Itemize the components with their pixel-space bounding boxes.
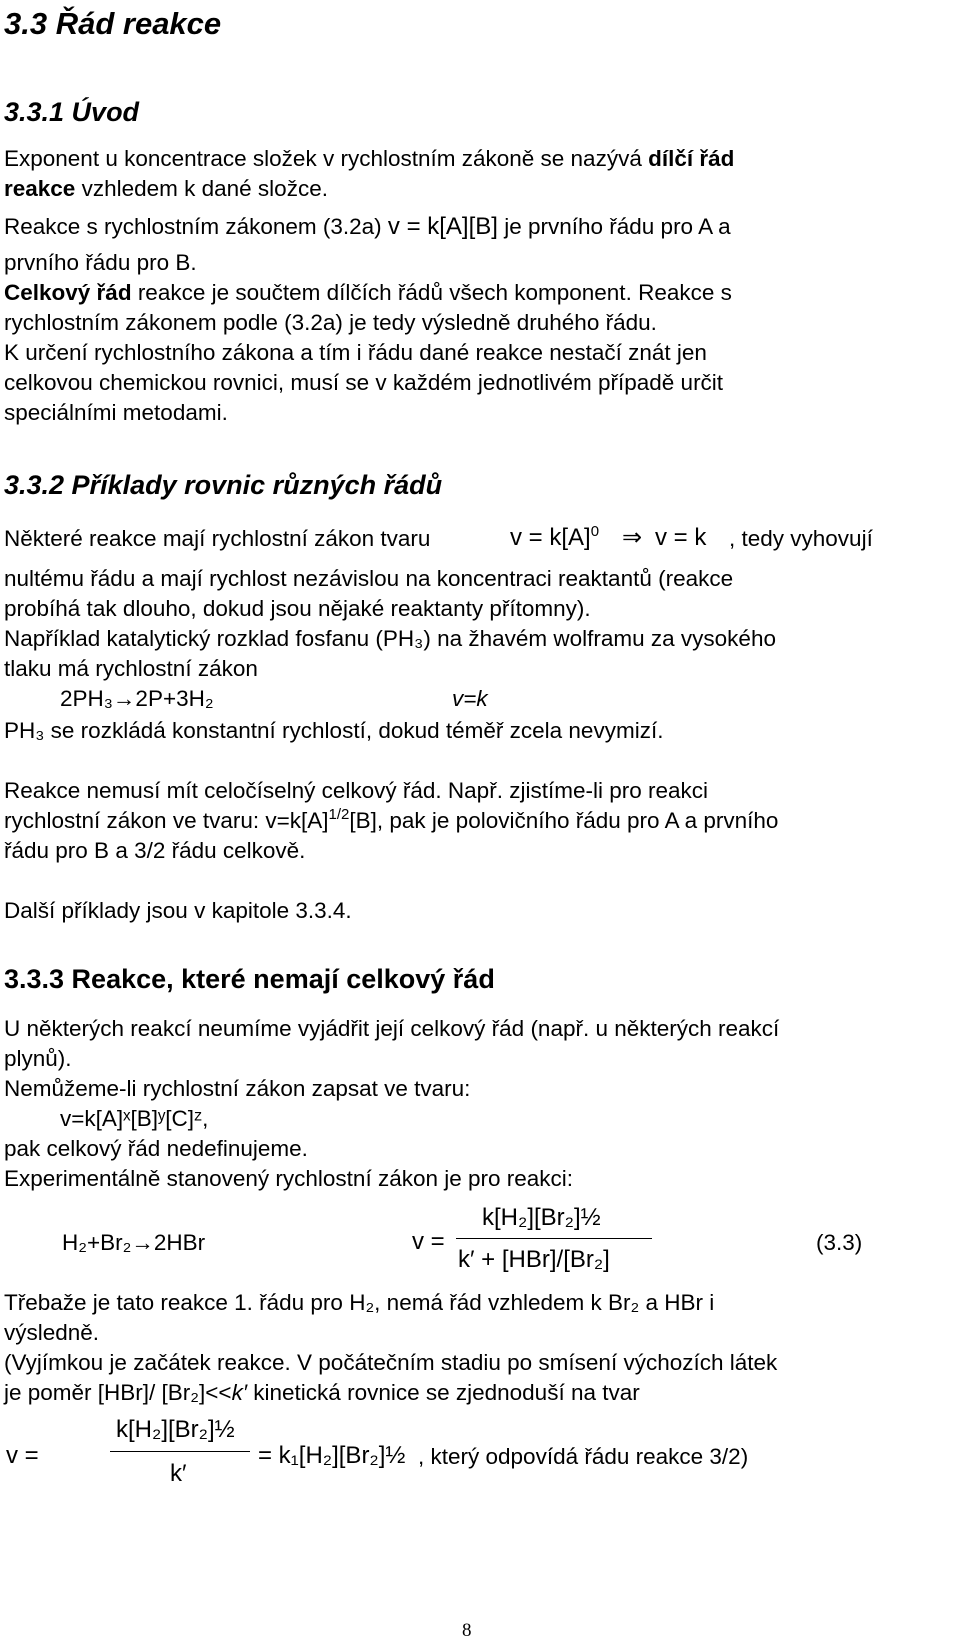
paragraph-line: tlaku má rychlostní zákon xyxy=(4,656,258,681)
fraction-denominator: k′ + [HBr]/[Br₂] xyxy=(458,1246,610,1273)
rate-law-formula: v = k[A][B] xyxy=(387,213,498,240)
paragraph-line: K určení rychlostního zákona a tím i řádu dané reakce nestačí znát jen xyxy=(4,340,707,365)
paragraph-line: speciálními metodami. xyxy=(4,400,228,425)
paragraph-line: Nemůžeme-li rychlostní zákon zapsat ve tvaru: xyxy=(4,1076,471,1101)
bold-term: reakce xyxy=(4,176,76,201)
subsection-title-332: 3.3.2 Příklady rovnic různých řádů xyxy=(4,470,443,500)
paragraph-line: výsledně. xyxy=(4,1320,100,1345)
bold-term: dílčí řád xyxy=(648,146,735,171)
equation-label: (3.3) xyxy=(816,1230,863,1255)
zero-order-formula: $v = k[A]^0$ xyxy=(510,523,600,551)
fraction-numerator: k[H₂][Br₂]½ xyxy=(482,1204,601,1231)
paragraph-line: plynů). xyxy=(4,1046,72,1071)
paragraph-line: , který odpovídá řádu reakce 3/2) xyxy=(418,1444,749,1469)
fraction-numerator: k[H₂][Br₂]½ xyxy=(116,1416,235,1443)
paragraph-line: rychlostním zákonem podle (3.2a) je tedy výsledně druhého řádu. xyxy=(4,310,657,335)
paragraph-line: Celkový řád reakce je součtem dílčích řádů všech komponent. Reakce s xyxy=(4,280,732,305)
paragraph-line: rychlostní zákon ve tvaru: $v=k[A]^{1/2}[B]$, pak je polovičního řádu pro A a prvního xyxy=(4,806,779,833)
paragraph-line: U některých reakcí neumíme vyjádřit její celkový řád (např. u některých reakcí xyxy=(4,1016,780,1041)
paragraph-line: Experimentálně stanovený rychlostní zákon je pro reakci: xyxy=(4,1166,574,1191)
page-number: 8 xyxy=(462,1620,472,1641)
implies-arrow: ⇒ xyxy=(622,524,643,551)
paragraph-line: Reakce nemusí mít celočíselný celkový řád. Např. zjistíme-li pro reakci xyxy=(4,778,708,803)
paragraph-line: prvního řádu pro B. xyxy=(4,250,197,275)
paragraph-line: Například katalytický rozklad fosfanu (PH₃) na žhavém wolframu za vysokého xyxy=(4,626,776,651)
fraction-bar xyxy=(110,1451,250,1452)
paragraph-line: Exponent u koncentrace složek v rychlostním zákoně se nazývá dílčí řád xyxy=(4,146,735,171)
paragraph-line: Třebaže je tato reakce 1. řádu pro H₂, nemá řád vzhledem k Br₂ a HBr i xyxy=(4,1290,715,1315)
reaction-equation: H₂+Br₂→2HBr xyxy=(62,1230,206,1255)
paragraph-line: je poměr [HBr]/ [Br₂]<<k′ kinetická rovnice se zjednoduší na tvar xyxy=(4,1380,640,1405)
subsection-title-333: 3.3.3 Reakce, které nemají celkový řád xyxy=(4,964,495,994)
paragraph-line: Reakce s rychlostním zákonem (3.2a) v = k[A][B] je prvního řádu pro A a xyxy=(4,213,731,240)
zero-order-result: v = k xyxy=(655,524,707,551)
fraction-denominator: k′ xyxy=(170,1460,187,1487)
bold-term: Celkový řád xyxy=(4,280,132,305)
section-title: 3.3 Řád reakce xyxy=(4,6,222,41)
k-prime: k′ xyxy=(231,1380,248,1405)
paragraph-line: řádu pro B a 3/2 řádu celkově. xyxy=(4,838,306,863)
paragraph-line: reakce vzhledem k dané složce. xyxy=(4,176,328,201)
equation-lhs: v = xyxy=(412,1228,445,1255)
fraction-bar xyxy=(456,1238,652,1239)
reaction-equation: 2PH₃→2P+3H₂ xyxy=(60,686,214,711)
general-rate-law: v=k[A]ˣ[B]ʸ[C]ᶻ, xyxy=(60,1106,209,1131)
paragraph-line: , tedy vyhovují xyxy=(729,526,873,551)
paragraph-line: nultému řádu a mají rychlost nezávislou na koncentraci reaktantů (reakce xyxy=(4,566,734,591)
paragraph-line: (Vyjímkou je začátek reakce. V počátečním stadiu po smísení výchozích látek xyxy=(4,1350,778,1375)
paragraph-line: PH₃ se rozkládá konstantní rychlostí, dokud téměř zcela nevymizí. xyxy=(4,718,664,743)
paragraph-line: pak celkový řád nedefinujeme. xyxy=(4,1136,308,1161)
paragraph-line: celkovou chemickou rovnici, musí se v každém jednotlivém případě určit xyxy=(4,370,724,395)
paragraph-line: probíhá tak dlouho, dokud jsou nějaké reaktanty přítomny). xyxy=(4,596,591,621)
equation-rhs: = k₁[H₂][Br₂]½ xyxy=(258,1442,406,1469)
equation-lhs: v = xyxy=(6,1442,39,1469)
paragraph-line: Další příklady jsou v kapitole 3.3.4. xyxy=(4,898,352,923)
paragraph-line: Některé reakce mají rychlostní zákon tvaru xyxy=(4,526,431,551)
subsection-title-331: 3.3.1 Úvod xyxy=(4,97,140,127)
rate-equation: v=k xyxy=(452,686,488,711)
